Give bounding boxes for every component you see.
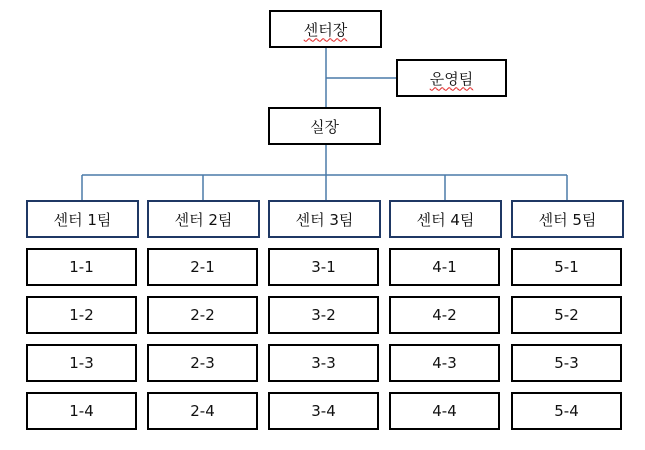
node-unit-4-3: 4-3 <box>389 344 500 382</box>
node-team-4-label: 센터 4팀 <box>416 210 475 229</box>
node-unit-3-3: 3-3 <box>268 344 379 382</box>
node-unit-2-2: 2-2 <box>147 296 258 334</box>
node-team-4 <box>389 200 502 238</box>
node-unit-3-1: 3-1 <box>268 248 379 286</box>
node-team-1 <box>26 200 139 238</box>
node-director-label: 실장 <box>310 117 339 136</box>
node-unit-4-4: 4-4 <box>389 392 500 430</box>
node-center-head-label: 센터장 <box>303 20 348 39</box>
node-unit-5-3: 5-3 <box>511 344 622 382</box>
node-center-head <box>269 10 382 48</box>
node-team-1-label: 센터 1팀 <box>53 210 112 229</box>
node-team-2 <box>147 200 260 238</box>
node-unit-5-4: 5-4 <box>511 392 622 430</box>
node-team-3 <box>268 200 381 238</box>
node-unit-2-1: 2-1 <box>147 248 258 286</box>
node-unit-5-2: 5-2 <box>511 296 622 334</box>
node-unit-1-3: 1-3 <box>26 344 137 382</box>
node-director <box>268 107 381 145</box>
node-operations-team-label: 운영팀 <box>429 69 474 88</box>
node-team-2-label: 센터 2팀 <box>174 210 233 229</box>
node-team-5-label: 센터 5팀 <box>538 210 597 229</box>
node-unit-1-2: 1-2 <box>26 296 137 334</box>
node-unit-5-1: 5-1 <box>511 248 622 286</box>
node-unit-4-1: 4-1 <box>389 248 500 286</box>
node-unit-1-4: 1-4 <box>26 392 137 430</box>
node-operations-team <box>396 59 507 97</box>
node-team-5 <box>511 200 624 238</box>
node-unit-3-2: 3-2 <box>268 296 379 334</box>
node-unit-2-3: 2-3 <box>147 344 258 382</box>
node-team-3-label: 센터 3팀 <box>295 210 354 229</box>
node-unit-1-1: 1-1 <box>26 248 137 286</box>
node-unit-3-4: 3-4 <box>268 392 379 430</box>
node-unit-2-4: 2-4 <box>147 392 258 430</box>
node-unit-4-2: 4-2 <box>389 296 500 334</box>
